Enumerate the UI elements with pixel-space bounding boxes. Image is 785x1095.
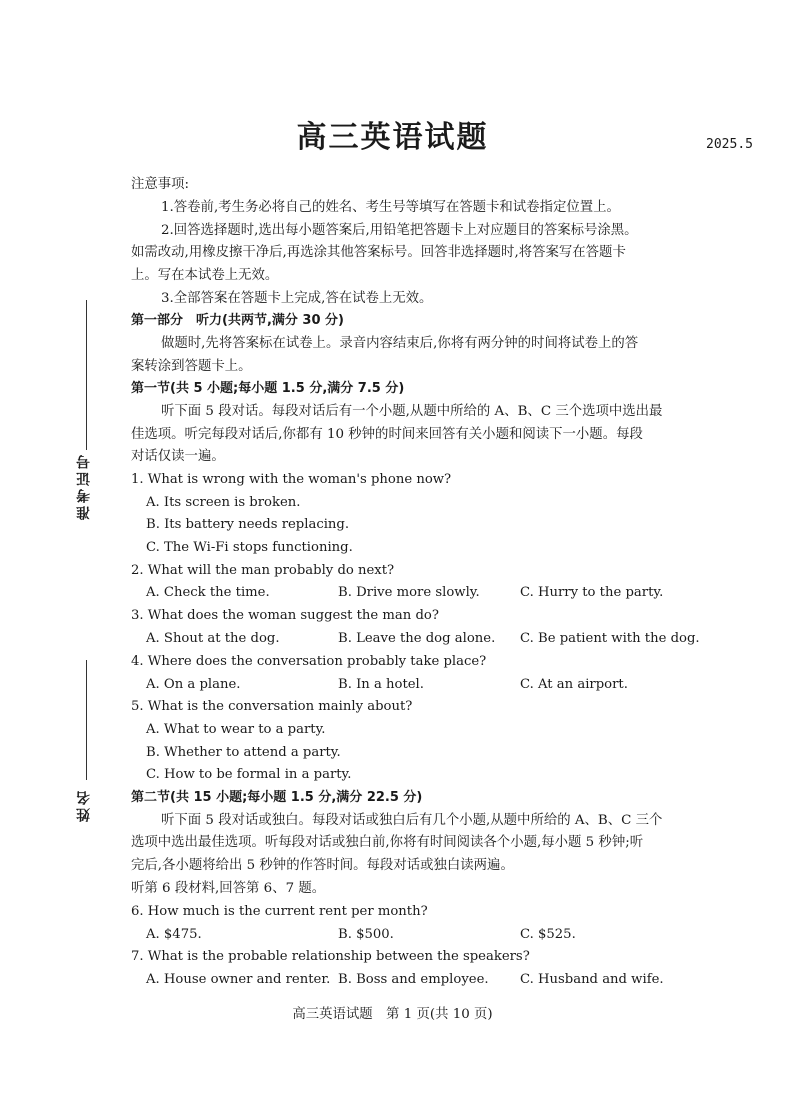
part1-heading: 第一部分 听力(共两节,满分 30 分) (131, 313, 344, 328)
question-1-option-c: C. The Wi-Fi stops functioning. (146, 540, 353, 555)
part1-intro-line-2: 案转涂到答题卡上。 (131, 359, 252, 374)
question-7-option-a: A. House owner and renter. (146, 972, 331, 987)
name-label: 姓名 (76, 788, 92, 822)
page-footer: 高三英语试题 第 1 页(共 10 页) (292, 1007, 493, 1022)
question-6-option-a: A. $475. (146, 927, 202, 942)
material-6-instruction: 听第 6 段材料,回答第 6、7 题。 (131, 881, 326, 896)
section1-intro-line-3: 对话仅读一遍。 (131, 449, 225, 464)
question-2-option-a: A. Check the time. (146, 585, 270, 600)
notes-heading: 注意事项: (131, 177, 190, 192)
question-3-stem: 3. What does the woman suggest the man do? (131, 608, 439, 623)
question-4-option-a: A. On a plane. (146, 677, 241, 692)
notes-item-2-line-1: 2.回答选择题时,选出每小题答案后,用铅笔把答题卡上对应题目的答案标号涂黑。 (161, 223, 638, 238)
question-3-option-c: C. Be patient with the dog. (520, 631, 700, 646)
question-6-stem: 6. How much is the current rent per month? (131, 904, 428, 919)
section2-intro-line-3: 完后,各小题将给出 5 秒钟的作答时间。每段对话或独白读两遍。 (131, 858, 514, 873)
exam-number-line (86, 300, 87, 450)
question-4-option-b: B. In a hotel. (338, 677, 424, 692)
question-7-option-b: B. Boss and employee. (338, 972, 489, 987)
part1-intro-line-1: 做题时,先将答案标在试卷上。录音内容结束后,你将有两分钟的时间将试卷上的答 (161, 336, 639, 351)
question-4-option-c: C. At an airport. (520, 677, 628, 692)
exam-number-label: 准考证号 (76, 452, 92, 520)
notes-item-2-line-2: 如需改动,用橡皮擦干净后,再选涂其他答案标号。回答非选择题时,将答案写在答题卡 (131, 245, 626, 260)
question-6-option-b: B. $500. (338, 927, 394, 942)
section2-heading: 第二节(共 15 小题;每小题 1.5 分,满分 22.5 分) (131, 790, 423, 805)
notes-item-1: 1.答卷前,考生务必将自己的姓名、考生号等填写在答题卡和试卷指定位置上。 (161, 200, 620, 215)
question-2-stem: 2. What will the man probably do next? (131, 563, 395, 578)
section1-heading: 第一节(共 5 小题;每小题 1.5 分,满分 7.5 分) (131, 381, 405, 396)
page-title: 高三英语试题 (296, 120, 489, 155)
question-4-stem: 4. Where does the conversation probably take place? (131, 654, 487, 669)
question-2-option-b: B. Drive more slowly. (338, 585, 480, 600)
section1-intro-line-2: 佳选项。听完每段对话后,你都有 10 秒钟的时间来回答有关小题和阅读下一小题。每段 (131, 427, 643, 442)
question-5-stem: 5. What is the conversation mainly about? (131, 699, 413, 714)
question-1-option-a: A. Its screen is broken. (146, 495, 301, 510)
question-5-option-a: A. What to wear to a party. (146, 722, 326, 737)
notes-item-2-line-3: 上。写在本试卷上无效。 (131, 268, 279, 283)
question-2-option-c: C. Hurry to the party. (520, 585, 664, 600)
question-3-option-b: B. Leave the dog alone. (338, 631, 496, 646)
question-7-option-c: C. Husband and wife. (520, 972, 664, 987)
section1-intro-line-1: 听下面 5 段对话。每段对话后有一个小题,从题中所给的 A、B、C 三个选项中选出最 (161, 404, 663, 419)
question-6-option-c: C. $525. (520, 927, 576, 942)
question-1-stem: 1. What is wrong with the woman's phone now? (131, 472, 452, 487)
question-3-option-a: A. Shout at the dog. (146, 631, 280, 646)
question-7-stem: 7. What is the probable relationship between the speakers? (131, 949, 530, 964)
question-5-option-b: B. Whether to attend a party. (146, 745, 341, 760)
question-1-option-b: B. Its battery needs replacing. (146, 517, 350, 532)
name-line (86, 660, 87, 780)
question-5-option-c: C. How to be formal in a party. (146, 767, 352, 782)
section2-intro-line-2: 选项中选出最佳选项。听每段对话或独白前,你将有时间阅读各个小题,每小题 5 秒钟;听 (131, 835, 644, 850)
notes-item-3: 3.全部答案在答题卡上完成,答在试卷上无效。 (161, 291, 433, 306)
section2-intro-line-1: 听下面 5 段对话或独白。每段对话或独白后有几个小题,从题中所给的 A、B、C 三个 (161, 813, 663, 828)
exam-date: 2025.5 (706, 137, 753, 152)
